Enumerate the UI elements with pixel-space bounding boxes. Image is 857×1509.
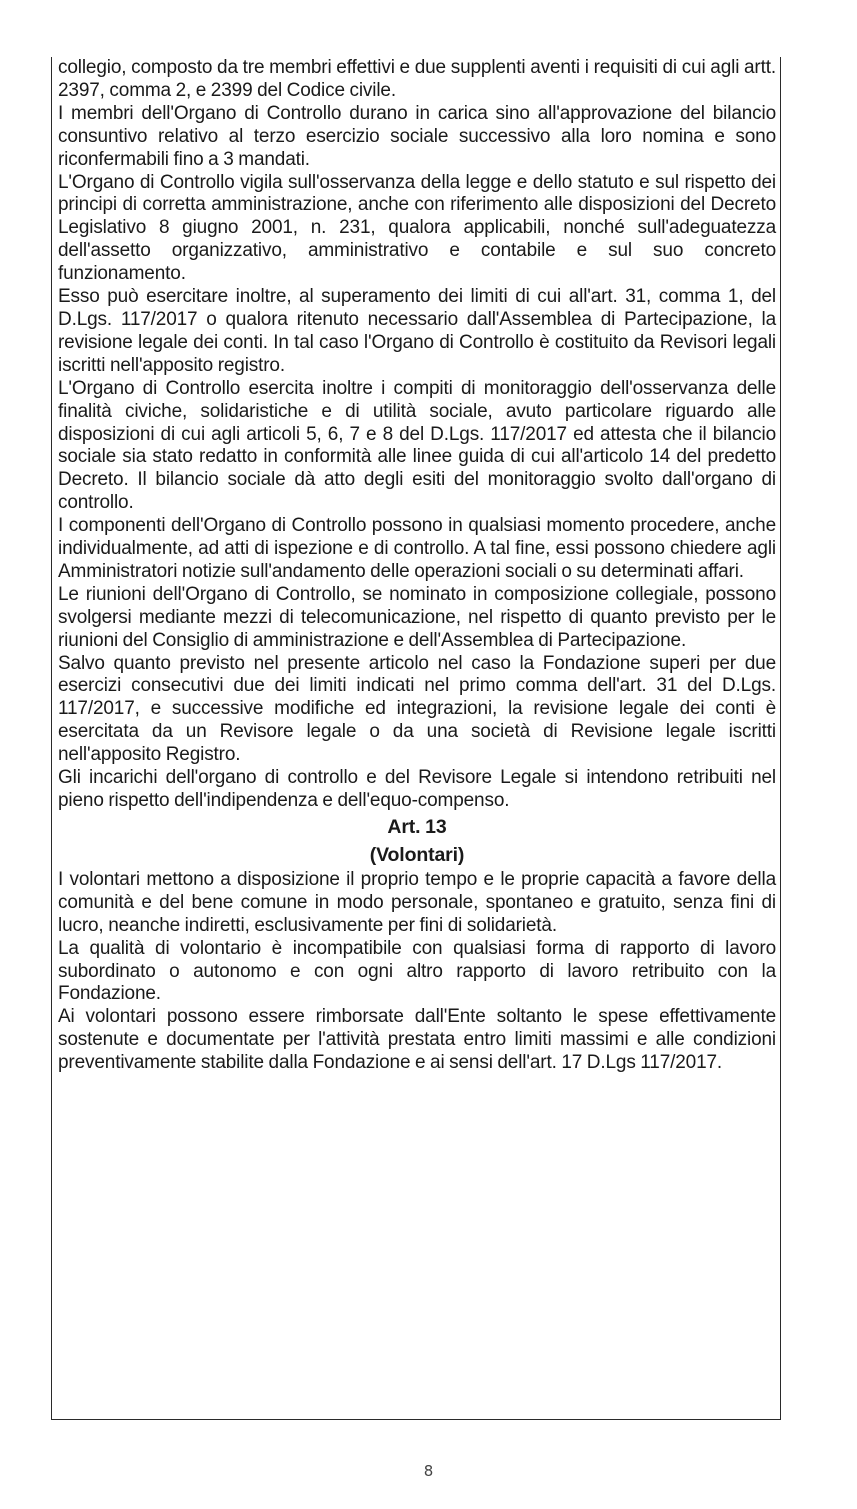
paragraph: La qualità di volontario è incompatibile con qualsiasi forma di rapporto di lavoro subordinato o autonomo e con ogni altro rapporto di lavoro retribuito con la Fondazione. <box>58 937 776 1005</box>
paragraph: Salvo quanto previsto nel presente articolo nel caso la Fondazione superi per due esercizi consecutivi due dei limiti indicati nel primo comma dell'art. 31 del D.Lgs. 117/2017, e successive modifiche ed integrazioni, la revisione legale dei conti è esercitata da un Revisore legale o da una società di Revisione legale iscritti nell'apposito Registro. <box>58 652 776 766</box>
paragraph: L'Organo di Controllo esercita inoltre i compiti di monitoraggio dell'osservanza delle finalità civiche, solidaristiche e di utilità sociale, avuto particolare riguardo alle disposizioni di cui agli articoli 5, 6, 7 e 8 del D.Lgs. 117/2017 ed attesta che il bilancio sociale sia stato redatto in conformità alle linee guida di cui all'articolo 14 del predetto Decreto. Il bilancio sociale dà atto degli esiti del monitoraggio svolto dall'organo di controllo. <box>58 377 776 514</box>
paragraph: I volontari mettono a disposizione il proprio tempo e le proprie capacità a favore della comunità e del bene comune in modo personale, spontaneo e gratuito, senza fini di lucro, neanche indiretti, esclusivamente per fini di solidarietà. <box>58 868 776 936</box>
paragraph: collegio, composto da tre membri effettivi e due supplenti aventi i requisiti di cui agli artt. 2397, comma 2, e 2399 del Codice civile. <box>58 57 776 101</box>
paragraph: Esso può esercitare inoltre, al superamento dei limiti di cui all'art. 31, comma 1, del D.Lgs. 117/2017 o qualora ritenuto necessario dall'Assemblea di Partecipazione, la revisione legale dei conti. In tal caso l'Organo di Controllo è costituito da Revisori legali iscritti nell'apposito registro. <box>58 286 776 376</box>
paragraph: L'Organo di Controllo vigila sull'osservanza della legge e dello statuto e sul rispetto dei principi di corretta amministrazione, anche con riferimento alle disposizioni del Decreto Legislativo 8 giugno 2001, n. 231, qualora applicabili, nonché sull'adeguatezza dell'assetto organizzativo, amministrativo e contabile e sul suo concreto funzionamento. <box>58 171 776 285</box>
paragraph: I membri dell'Organo di Controllo durano in carica sino all'approvazione del bilancio consuntivo relativo al terzo esercizio sociale successivo alla loro nomina e sono riconfermabili fino a 3 mandati. <box>58 102 776 170</box>
paragraph: Le riunioni dell'Organo di Controllo, se nominato in composizione collegiale, possono svolgersi mediante mezzi di telecomunicazione, nel rispetto di quanto previsto per le riunioni del Consiglio di amministrazione e dell'Assemblea di Partecipazione. <box>58 583 776 651</box>
article-number-heading: Art. 13 <box>387 815 447 838</box>
article-title-heading: (Volontari) <box>369 843 465 866</box>
document-body <box>58 57 776 1075</box>
paragraph: Ai volontari possono essere rimborsate dall'Ente soltanto le spese effettivamente sostenute e documentate per l'attività prestata entro limiti massimi e alle condizioni preventivamente stabilite dalla Fondazione e ai sensi dell'art. 17 D.Lgs 117/2017. <box>58 1006 776 1074</box>
page-number: 8 <box>423 1462 434 1480</box>
paragraph: Gli incarichi dell'organo di controllo e del Revisore Legale si intendono retribuiti nel pieno rispetto dell'indipendenza e dell'equo-compenso. <box>58 767 776 811</box>
paragraph: I componenti dell'Organo di Controllo possono in qualsiasi momento procedere, anche individualmente, ad atti di ispezione e di controllo. A tal fine, essi possono chiedere agli Amministratori notizie sull'andamento delle operazioni sociali o su determinati affari. <box>58 515 776 582</box>
